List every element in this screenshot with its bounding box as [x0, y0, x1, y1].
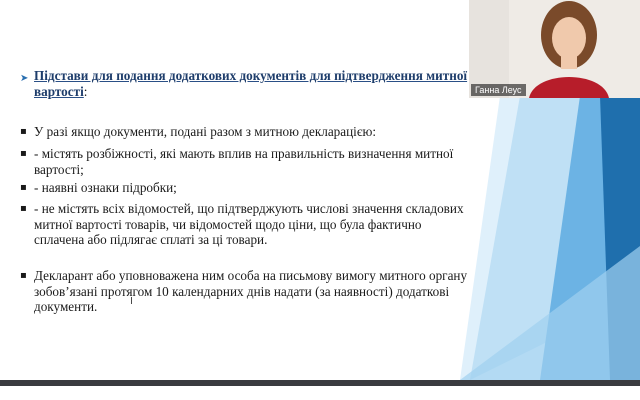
bullet-dot-icon: ▪ — [20, 203, 27, 214]
slide-decoration — [460, 96, 640, 380]
slide-title-bullet — [20, 68, 467, 99]
participant-video-tile[interactable] — [469, 0, 640, 98]
list-item — [20, 124, 376, 140]
bullet-dot-icon: ▪ — [20, 182, 27, 193]
list-item-text: - не містять всіх відомостей, що підтверджують числові значення складових митної вартості товарів, чи відомостей щодо ціни, що була фактично сплачена або підлягає сплаті за ці товари. — [34, 201, 464, 247]
list-item-text: - містять розбіжності, які мають вплив на правильність визначення митної вартості; — [34, 146, 454, 177]
list-item — [20, 180, 177, 196]
slide-title-colon: : — [83, 83, 88, 99]
bullet-dot-icon: ▪ — [20, 270, 27, 281]
text-cursor-icon: I — [130, 296, 133, 307]
bullet-dot-icon: ▪ — [20, 126, 27, 137]
bottom-strip — [0, 380, 640, 386]
slide-title: Підстави для подання додаткових документів для підтвердження митної вартості — [34, 68, 468, 99]
arrow-bullet-icon: ➤ — [20, 73, 29, 84]
participant-name-label: Ганна Леус — [471, 84, 526, 96]
list-item — [20, 201, 470, 248]
bullet-dot-icon: ▪ — [20, 148, 27, 159]
list-item-text: - наявні ознаки підробки; — [34, 180, 177, 195]
list-item-text: Декларант або уповноважена ним особа на письмову вимогу митного органу зобов’язані протягом 10 календарних днів надати (за наявності) додаткові документи. — [34, 268, 468, 314]
list-item — [20, 146, 470, 177]
list-item-text: У разі якщо документи, подані разом з митною декларацією: — [34, 124, 377, 139]
list-item — [20, 268, 470, 315]
